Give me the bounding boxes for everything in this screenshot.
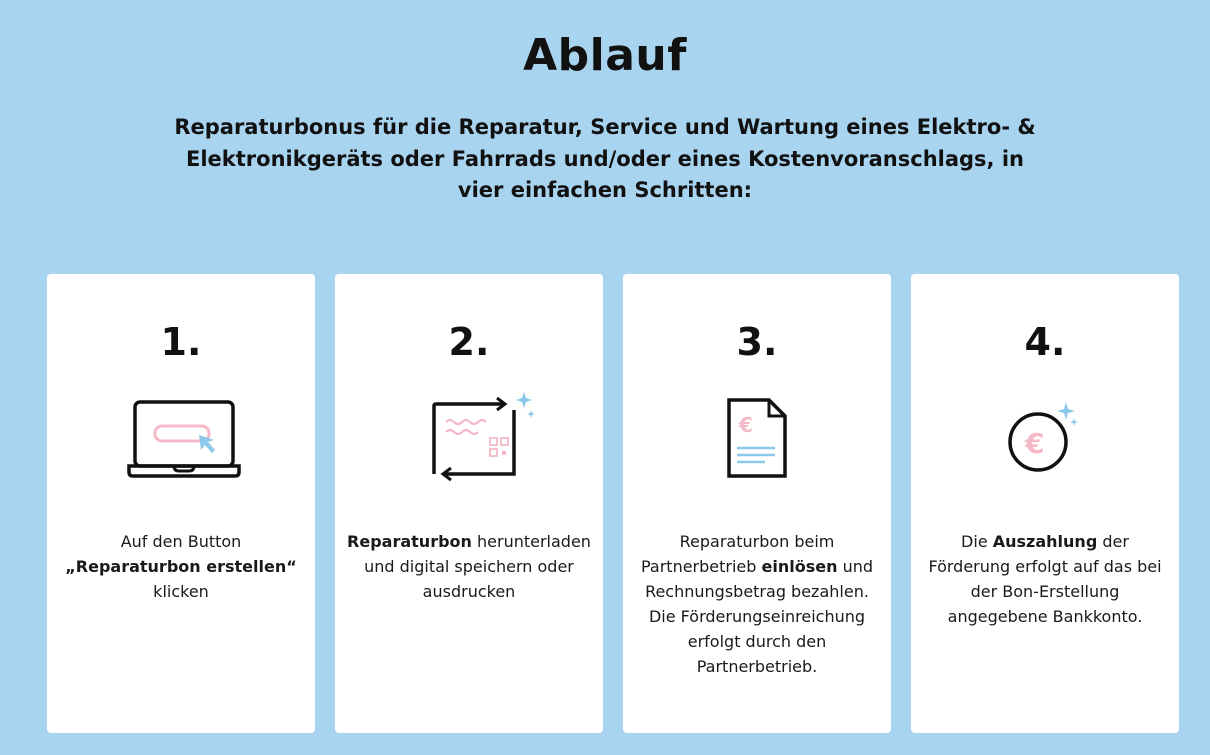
step-description	[57, 529, 305, 604]
step-number: 3.	[736, 320, 778, 364]
step-number: 1.	[160, 320, 202, 364]
page-subtitle: Reparaturbonus für die Reparatur, Service und Wartung eines Elektro- & Elektronikgeräts oder Fahrrads und/oder eines Kostenvoranschlags, in vier einfachen Schritten:	[174, 115, 1036, 202]
step-text: herunterladen und digital speichern oder ausdrucken	[364, 532, 591, 601]
page-title: Ablauf	[523, 30, 687, 81]
svg-text:€: €	[1025, 427, 1045, 460]
step-number: 2.	[448, 320, 490, 364]
step-text-bold: Reparaturbon	[347, 532, 472, 551]
step-description	[921, 529, 1169, 629]
step-text: und Rechnungsbetrag bezahlen. Die Förderungseinreichung erfolgt durch den Partnerbetrieb.	[645, 557, 874, 676]
step-text: der Förderung erfolgt auf das bei der Bon-Erstellung angegebene Bankkonto.	[928, 532, 1162, 626]
step-text-bold: Auszahlung	[992, 532, 1098, 551]
step-text-bold: einlösen	[761, 557, 838, 576]
step-card-1	[47, 274, 315, 733]
step-text: Reparaturbon beim Partnerbetrieb	[640, 532, 835, 576]
step-text: Auf den Button	[120, 532, 242, 551]
laptop-icon	[47, 392, 315, 482]
step-text: klicken	[153, 582, 209, 601]
svg-text:€: €	[739, 413, 753, 437]
step-text: Die	[961, 532, 993, 551]
euro-coin-icon	[911, 392, 1179, 482]
step-text-bold: „Reparaturbon erstellen“	[65, 557, 297, 576]
step-number: 4.	[1024, 320, 1066, 364]
step-card-2	[335, 274, 603, 733]
invoice-icon	[623, 392, 891, 482]
step-description	[633, 529, 881, 679]
voucher-icon	[335, 392, 603, 482]
step-card-4	[911, 274, 1179, 733]
step-description	[345, 529, 593, 604]
step-card-3	[623, 274, 891, 733]
